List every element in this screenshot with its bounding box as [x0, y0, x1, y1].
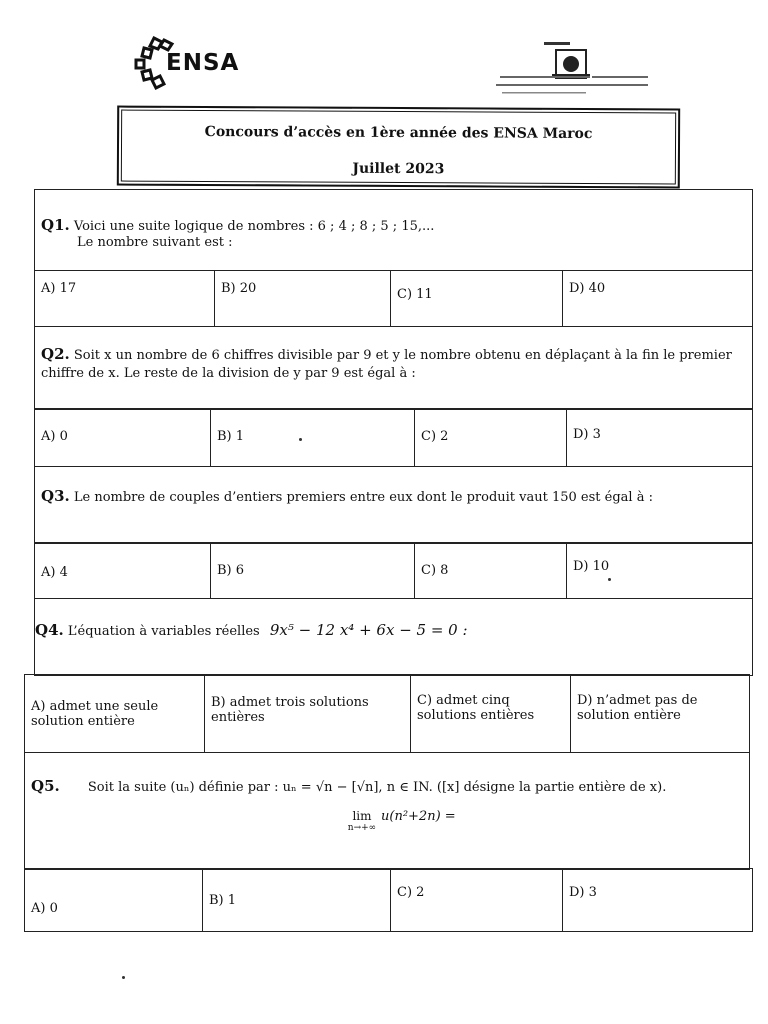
question-label: Q2. — [41, 345, 70, 363]
option-d[interactable]: D) n’admet pas de solution entière — [577, 693, 698, 723]
option-c[interactable]: C) 2 — [415, 409, 567, 467]
question-text: L’équation à variables réelles — [67, 624, 260, 639]
option-c[interactable]: C) 8 — [415, 543, 567, 599]
option-d[interactable]: D) 10 — [573, 559, 610, 574]
limit-expression: u(n²+2n) = — [381, 809, 456, 824]
question-4 — [34, 598, 753, 676]
options-row-3 — [34, 542, 753, 600]
speck — [122, 976, 125, 979]
speck — [608, 578, 611, 581]
option-c[interactable]: C) admet cinq solutions entières — [411, 675, 571, 753]
question-2 — [34, 326, 753, 410]
question-1 — [34, 189, 753, 271]
option-b[interactable]: B) 1 — [211, 409, 415, 467]
option-a[interactable]: A) 4 — [35, 543, 211, 599]
option-a[interactable]: A) 17 — [35, 271, 215, 327]
option-d[interactable]: D) 3 — [573, 427, 601, 442]
option-d[interactable]: D) 3 — [569, 885, 597, 900]
speck — [299, 438, 302, 441]
question-label: Q4. — [35, 621, 64, 639]
limit-operator: lim n→+∞ — [347, 809, 377, 833]
option-a[interactable]: A) 0 — [35, 409, 211, 467]
title-box — [117, 106, 680, 189]
option-b[interactable]: B) 6 — [211, 543, 415, 599]
question-3 — [34, 466, 753, 544]
question-5 — [24, 752, 750, 870]
question-text: Soit x un nombre de 6 chiffres divisible par 9 et y le nombre obtenu en déplaçant à la fin le premier — [73, 348, 732, 363]
question-text: Soit la suite (uₙ) définie par : uₙ = √n − [√n], n ∈ IN. ([x] désigne la partie entière de x). — [87, 780, 667, 795]
option-b[interactable]: B) 1 — [203, 869, 391, 931]
logo-text: ENSA — [166, 50, 240, 76]
options-row-2 — [34, 408, 753, 468]
exam-date: Juillet 2023 — [352, 160, 445, 178]
options-row-1 — [34, 270, 753, 328]
option-a[interactable]: A) admet une seule solution entière — [25, 675, 205, 753]
question-text: Le nombre de couples d’entiers premiers entre eux dont le produit vaut 150 est égal à : — [73, 490, 653, 505]
options-row-5 — [24, 868, 753, 932]
exam-title: Concours d’accès en 1ère année des ENSA Maroc — [204, 123, 593, 143]
option-d[interactable]: D) 40 — [569, 281, 606, 296]
question-text: chiffre de x. Le reste de la division de y par 9 est égal à : — [41, 366, 416, 381]
question-text: Voici une suite logique de nombres : 6 ; 4 ; 8 ; 5 ; 15,... — [73, 219, 435, 234]
equation: 9x⁵ − 12 x⁴ + 6x − 5 = 0 : — [269, 621, 468, 639]
question-label: Q1. — [41, 216, 70, 234]
ministry-emblem — [492, 40, 652, 100]
question-text: Le nombre suivant est : — [77, 235, 233, 250]
options-row-4 — [24, 674, 750, 754]
option-b[interactable]: B) admet trois solutions entières — [205, 675, 411, 753]
option-a[interactable]: A) 0 — [25, 869, 203, 931]
question-label: Q3. — [41, 487, 70, 505]
question-label: Q5. — [31, 777, 60, 795]
option-c[interactable]: C) 2 — [391, 869, 563, 931]
option-c[interactable]: C) 11 — [391, 271, 563, 327]
option-b[interactable]: B) 20 — [215, 271, 391, 327]
